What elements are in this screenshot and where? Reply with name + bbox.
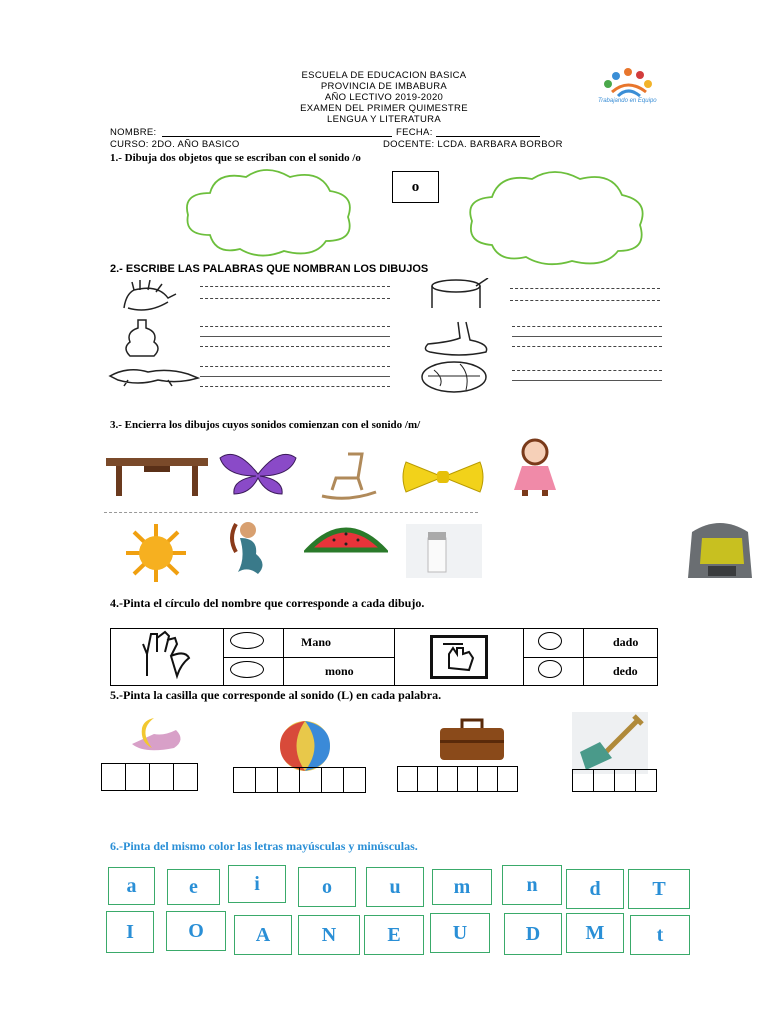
table-picture[interactable]	[104, 452, 210, 503]
cells-moon[interactable]	[102, 763, 198, 791]
letter-box[interactable]: D	[504, 913, 562, 955]
divider	[104, 512, 478, 513]
letter-box[interactable]: I	[106, 911, 154, 953]
write-line[interactable]	[512, 380, 662, 382]
moon-picture	[124, 714, 186, 765]
letter-box[interactable]: A	[234, 915, 292, 955]
letter-box[interactable]: e	[167, 869, 220, 905]
letter-box[interactable]: M	[566, 913, 624, 953]
cloud-left[interactable]	[180, 165, 360, 264]
write-line[interactable]	[200, 298, 390, 300]
doll-picture[interactable]	[500, 438, 570, 501]
letter-box[interactable]: m	[432, 869, 492, 905]
watermelon-picture[interactable]	[304, 520, 388, 577]
hand-drawing	[118, 280, 180, 319]
q5-title: 5.-Pinta la casilla que corresponde al sonido (L) en cada palabra.	[110, 688, 442, 702]
rocking-chair-picture[interactable]	[318, 450, 380, 507]
cloud-right[interactable]	[462, 165, 654, 274]
circle-mono[interactable]	[230, 661, 264, 678]
letter-box[interactable]: t	[630, 915, 690, 955]
letter-box[interactable]: U	[430, 913, 490, 953]
logo-text: Trabajando en Equipo	[598, 98, 657, 104]
subject: LENGUA Y LITERATURA	[327, 114, 441, 125]
bow-tie-picture[interactable]	[400, 458, 486, 501]
write-line[interactable]	[512, 326, 662, 328]
finger-icon	[430, 635, 488, 679]
q4-finger-cell	[395, 629, 524, 686]
option-mano: Mano	[284, 629, 395, 658]
write-line[interactable]	[200, 376, 390, 378]
circle-dado[interactable]	[538, 632, 562, 650]
letter-box[interactable]: i	[228, 865, 286, 903]
option-dado: dado	[584, 629, 658, 658]
backpack-picture[interactable]	[672, 518, 768, 589]
write-line[interactable]	[512, 336, 662, 338]
q2-title: 2.- ESCRIBE LAS PALABRAS QUE NOMBRAN LOS DIBUJOS	[110, 263, 429, 275]
mermaid-picture[interactable]	[218, 518, 278, 581]
letter-box[interactable]: N	[298, 915, 360, 955]
option-dedo: dedo	[584, 657, 658, 686]
nombre-label: NOMBRE:	[110, 127, 157, 138]
q4-table	[110, 628, 658, 686]
salt-shaker-picture[interactable]	[406, 524, 482, 583]
letter-o-box: o	[392, 171, 439, 203]
q4-hand-cell	[111, 629, 224, 686]
letter-box[interactable]: o	[298, 867, 356, 907]
write-line[interactable]	[512, 346, 662, 348]
bottle-drawing	[118, 318, 168, 365]
write-line[interactable]	[200, 366, 390, 368]
hand-icon	[137, 630, 197, 680]
write-line[interactable]	[200, 326, 390, 328]
fecha-label: FECHA:	[396, 127, 433, 138]
province: PROVINCIA DE IMBABURA	[320, 81, 448, 92]
letter-box[interactable]: u	[366, 867, 424, 907]
butterfly-picture[interactable]	[216, 450, 300, 503]
letter-box[interactable]: T	[628, 869, 690, 909]
drum-drawing	[428, 278, 490, 317]
nombre-line[interactable]	[162, 136, 392, 137]
curso: CURSO: 2DO. AÑO BASICO	[110, 139, 240, 150]
globe-drawing	[420, 360, 490, 399]
letter-box[interactable]: a	[108, 867, 155, 905]
write-line[interactable]	[512, 370, 662, 372]
circle-dedo[interactable]	[538, 660, 562, 678]
school-name: ESCUELA DE EDUCACION BASICA	[301, 70, 467, 81]
docente: DOCENTE: LCDA. BARBARA BORBOR	[383, 139, 563, 150]
letter-box[interactable]: O	[166, 911, 226, 951]
q1-title: 1.- Dibuja dos objetos que se escriban con el sonido /o	[110, 152, 361, 164]
cells-shovel[interactable]	[573, 769, 657, 792]
q4-title: 4.-Pinta el círculo del nombre que corresponde a cada dibujo.	[110, 596, 425, 610]
school-year: AÑO LECTIVO 2019-2020	[324, 92, 444, 103]
write-line[interactable]	[200, 336, 390, 338]
logo	[598, 66, 662, 114]
write-line[interactable]	[200, 346, 390, 348]
write-line[interactable]	[510, 300, 660, 302]
letter-box[interactable]: d	[566, 869, 624, 909]
circle-mano[interactable]	[230, 632, 264, 649]
sun-picture[interactable]	[118, 522, 194, 589]
cells-ball[interactable]	[234, 767, 366, 793]
fecha-line[interactable]	[436, 136, 540, 137]
foot-drawing	[420, 320, 492, 365]
cells-suitcase[interactable]	[398, 766, 518, 792]
q6-title: 6.-Pinta del mismo color las letras mayúsculas y minúsculas.	[110, 839, 418, 853]
suitcase-picture	[436, 716, 508, 769]
letter-box[interactable]: n	[502, 865, 562, 905]
option-mono: mono	[284, 657, 395, 686]
letter-box[interactable]: E	[364, 915, 424, 955]
lizard-drawing	[108, 362, 200, 393]
write-line[interactable]	[200, 386, 390, 388]
write-line[interactable]	[510, 288, 660, 290]
exam-title: EXAMEN DEL PRIMER QUIMESTRE	[300, 103, 468, 114]
q3-title: 3.- Encierra los dibujos cuyos sonidos comienzan con el sonido /m/	[110, 419, 421, 431]
write-line[interactable]	[200, 286, 390, 288]
